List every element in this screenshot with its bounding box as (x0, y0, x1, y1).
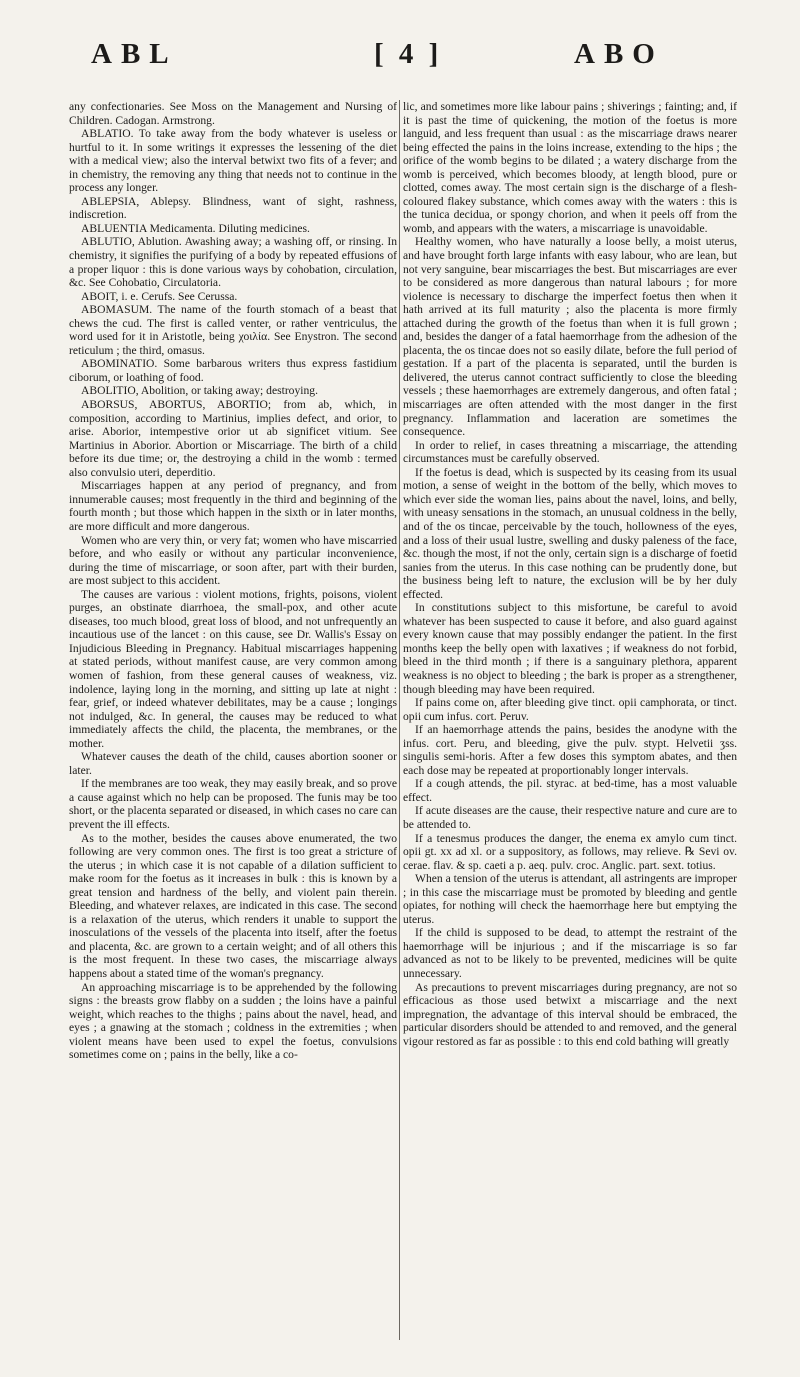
paragraph: Healthy women, who have naturally a loose belly, a moist uterus, and have brought forth large infants with easy labour, who are lean, but not very sanguine, bear miscarriages the best. But miscarriages are ever to be considered as more dangerous than natural labours ; for more violence is necessary to discharge the imperfect foetus then when it hath arrived at its full maturity ; also the placenta is more firmly attached during the growth of the foetus than when it is full grown ; and, besides the danger of a fatal haemorrhage from the adhesion of the placenta, the os tincae does not so easily dilate, before the full period of gestation. If a part of the placenta is separated, until the burden is delivered, the uterus cannot contract sufficiently to close the bleeding vessels ; these haemorrhages are extremely dangerous, and often fatal ; miscarriages are often attended with the most danger in the first pregnancy. Inflammation and laceration are sometimes the consequence. (403, 235, 737, 439)
paragraph: In order to relief, in cases threatning a miscarriage, the attending circumstances must be carefully observed. (403, 438, 737, 466)
left-text-column (69, 100, 397, 1365)
paragraph: ABOMASUM. The name of the fourth stomach of a beast that chews the cud. The first is called venter, or rather ventriculus, the word used for it in Aristotle, being χοιλία. See Enystron. The second reticulum ; the third, omasus. (69, 303, 397, 357)
paragraph: ABOLITIO, Abolition, or taking away; destroying. (81, 384, 318, 398)
paragraph: If pains come on, after bleeding give tinct. opii camphorata, or tinct. opii cum infus. cort. Peruv. (403, 696, 737, 723)
paragraph: ABLUENTIA Medicamenta. Diluting medicines. (81, 221, 310, 235)
paragraph: In constitutions subject to this misfortune, be careful to avoid whatever has been suspected to cause it before, and also guard against every known cause that may possibly endanger the patient. In the first months keep the belly open with laxatives ; if weakness do not forbid, bleed in the third month ; if there is a sanguinary plethora, apparent weakness is no object to bleeding ; the bark is proper as a strengthener, though bleeding may have been required. (403, 601, 737, 696)
paragraph: ABOMINATIO. Some barbarous writers thus express fastidium ciborum, or loathing of food. (69, 357, 397, 384)
header-left-word: ABL (91, 38, 178, 70)
paragraph: lic, and sometimes more like labour pains ; shiverings ; fainting; and, if it is past the time of quickening, the motion of the foetus is more languid, and less frequent than usual : as the miscarriage draws nearer being effected the pains in the loins increase, extending to the hips ; the orifice of the womb begins to be dilated ; a watery discharge from the womb is perceived, which becomes bloody, at length blood, pure or clotted, comes away. The most certain sign is the discharge of a flesh-coloured flakey substance, which comes away with the waters : this is the tunica decidua, or spongy chorion, and when it peels off from the womb, and appears with the waters, a miscarriage is unavoidable. (403, 100, 737, 235)
paragraph: As precautions to prevent miscarriages during pregnancy, are not so efficacious as those used betwixt a miscarriage and the next impregnation, the advantage of this interval should be embraced, the particular disorders should be attended to and removed, and the general vigour restored as far as possible : to this end cold bathing will greatly (403, 980, 737, 1048)
paragraph: ABLEPSIA, Ablepsy. Blindness, want of sight, rashness, indiscretion. (69, 194, 397, 222)
page-number: [ 4 ] (374, 38, 443, 70)
paragraph: ABLUTIO, Ablution. Awashing away; a washing off, or rinsing. In chemistry, it signifies the purifying of a body by repeated effusions of a proper liquor : this is done various ways by cohobation, circulation, &c. See Cohobatio, Circulatoria. (69, 235, 397, 290)
paragraph: If the membranes are too weak, they may easily break, and so prove a cause against which no help can be proposed. The funis may be too short, or the placenta separated or diseased, in which cases no care can prevent the ill effects. (69, 777, 397, 831)
paragraph: ABLATIO. To take away from the body whatever is useless or hurtful to it. In some writings it expresses the lessening of the diet with a medical view; also the interval betwixt two fits of a fever; and in chemistry, the removing any thing that needs not to continue in the process any longer. (69, 127, 397, 195)
paragraph: ABOIT, i. e. Cerufs. See Cerussa. (81, 289, 238, 303)
paragraph: The causes are various : violent motions, frights, poisons, violent purges, an obstinate diarrhoea, the small-pox, and other acute diseases, too much blood, great loss of blood, and not unfrequently an incautious use of the lancet : on this cause, see Dr. Wallis's Essay on Injudicious Bleeding in Pregnancy. Habitual miscarriages happening at stated periods, without manifest cause, are very common among women of fashion, from these general causes of weakness, viz. indolence, laying long in the morning, and sitting up late at night : fear, grief, or indeed whatever debilitates, may be a cause ; longings not indulged, &c. In general, the causes may be reduced to what immediately affects the child, the placenta, the membranes, or the mother. (69, 587, 397, 750)
paragraph: Women who are very thin, or very fat; women who have miscarried before, and who easily or without any particular inconvenience, during the time of miscarriage, or soon after, part with their burden, are most subject to this accident. (69, 533, 397, 588)
paragraph: If acute diseases are the cause, their respective nature and cure are to be attended to. (403, 804, 737, 831)
header-right-word: ABO (574, 38, 664, 70)
paragraph: If a cough attends, the pil. styrac. at bed-time, has a most valuable effect. (403, 777, 737, 804)
paragraph: An approaching miscarriage is to be apprehended by the following signs : the breasts grow flabby on a sudden ; the loins have a painful weight, which reaches to the thighs ; pains about the navel, head, and eyes ; a gnawing at the stomach ; coldness in the extremities ; when violent means have been used to expel the foetus, convulsions sometimes come on ; pains in the belly, like a co- (69, 980, 397, 1062)
paragraph: ABORSUS, ABORTUS, ABORTIO; from ab, which, in composition, according to Martinius, implies defect, and orior, to arise. Aborior, intempestive orior ut ab significet vitium. See Martinius in Aborior. Abortion or Miscarriage. The birth of a child before its due time; or, the destroying a child in the womb : termed also convulsio uteri, deperditio. (69, 398, 397, 479)
column-divider (399, 100, 400, 1340)
paragraph: As to the mother, besides the causes above enumerated, the two following are very common ones. The first is too great a stricture of the uterus ; in which case it is not capable of a dilation sufficient to make room for the foetus as it increases in bulk : this is known by a great tension and hardness of the belly, and violent pain therein. Bleeding, and whatever relaxes, are indicated in this case. The second is a relaxation of the uterus, which renders it unable to support the inosculations of the vessels of the placenta into itself, after the foetus and placenta, &c. are grown to a certain weight; and of all others this is the most frequent. In these two cases, the miscarriage always happens about a stated time of the woman's pregnancy. (69, 831, 397, 980)
paragraph: When a tension of the uterus is attendant, all astringents are improper ; in this case the miscarriage must be promoted by bleeding and gentle opiates, for nothing will check the haemorrhage here but emptying the uterus. (403, 872, 737, 926)
paragraph: If the foetus is dead, which is suspected by its ceasing from its usual motion, a sense of weight in the bottom of the belly, which moves to which ever side the woman lies, pains about the navel, loins, and belly, with uneasy sensations in the stomach, an unusual coldness in the belly, and of the os tincae, perceivable by the touch, hollowness of the eyes, and a loss of their usual lustre, swelling and dusky paleness of the face, &c. though the most, if not the only, certain sign is a discharge of foetid sanies from the uterus. In this case nothing can be prudently done, but the business being left to nature, the exclusion will be by her duly effected. (403, 465, 737, 601)
paragraph: If the child is supposed to be dead, to attempt the restraint of the haemorrhage will be injurious ; and if the miscarriage is so far advanced as not to be likely to be prevented, medicines will be quite unnecessary. (403, 926, 737, 980)
running-header (0, 38, 800, 78)
paragraph: any confectionaries. See Moss on the Management and Nursing of Children. Cadogan. Armstrong. (69, 100, 397, 127)
right-text-column (403, 100, 737, 1365)
paragraph: Whatever causes the death of the child, causes abortion sooner or later. (69, 750, 397, 777)
paragraph: If a tenesmus produces the danger, the enema ex amylo cum tinct. opii gt. xx ad xl. or a suppository, as follows, may relieve. ℞ Sevi ov. cerae. flav. & sp. caeti a p. aeq. pulv. croc. Anglic. part. sext. totius. (403, 831, 737, 872)
paragraph: If an haemorrhage attends the pains, besides the anodyne with the infus. cort. Peru, and bleeding, give the pulv. stypt. Helvetii ʒss. singulis semi-horis. After a few doses this symptom abates, and then each dose may be repeated at proportionably longer intervals. (403, 723, 737, 777)
paragraph: Miscarriages happen at any period of pregnancy, and from innumerable causes; most frequently in the third and beginning of the fourth month ; but those which happen in the sixth or in later months, are more difficult and more dangerous. (69, 479, 397, 533)
